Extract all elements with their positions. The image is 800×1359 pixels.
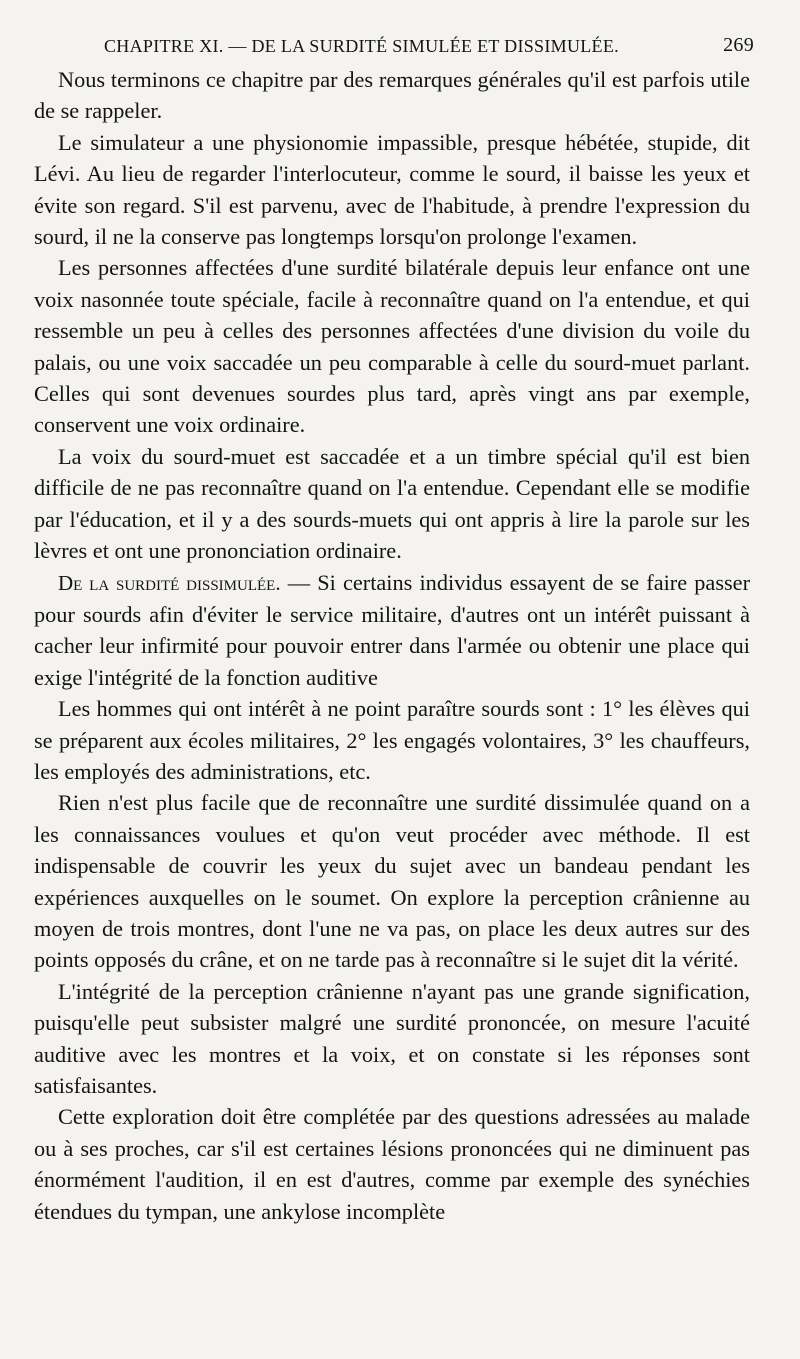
paragraph-acuity: L'intégrité de la perception crânienne n'ayant pas une grande signification, puisqu'elle peut subsister malgré une surdité prononcée, on mesure l'acuité auditive avec les montres et la voix, et on constate si les réponses sont satisfaisantes. <box>34 978 750 1098</box>
paragraph-intro: Nous terminons ce chapitre par des remarques générales qu'il est parfois utile de se rappeler. <box>34 67 750 124</box>
paragraph-voice: Les personnes affectées d'une surdité bilatérale depuis leur enfance ont une voix nasonnée toute spéciale, facile à reconnaître quand on l'a entendue, et qui ressemble un peu à celles des personnes affectées d'une division du voile du palais, ou une voix saccadée un peu comparable à celle du sourd-muet parlant. Celles qui sont devenues sourdes plus tard, après vingt ans par exemple, conservent une voix ordinaire. <box>34 255 750 438</box>
paragraph-method: Rien n'est plus facile que de reconnaître une surdité dissimulée quand on a les connaissances voulues et qu'on veut procéder avec méthode. Il est indispensable de couvrir les yeux du sujet avec un bandeau pendant les expériences auxquelles on le soumet. On explore la perception crânienne au moyen de trois montres, dont l'une ne va pas, on place les deux autres sur des points opposés du crâne, et on ne tarde pas à reconnaître si le sujet dit la vérité. <box>34 790 750 973</box>
section-text: — Si certains individus essayent de se faire passer pour sourds afin d'éviter le service militaire, d'autres ont un intérêt puissant à cacher leur infirmité pour pouvoir entrer dans l'armée ou obtenir une place qui exige l'intégrité de la fonction auditive <box>34 569 751 690</box>
running-title: CHAPITRE XI. — DE LA SURDITÉ SIMULÉE ET DISSIMULÉE. <box>104 36 619 56</box>
page-number: 269 <box>723 34 754 56</box>
paragraph-exploration: Cette exploration doit être complétée par des questions adressées au malade ou à ses proches, car s'il est certaines lésions prononcées qui ne diminuent pas énormément l'audition, il en est d'autres, comme par exemple des synéchies étendues du tympan, une ankylose incomplète <box>34 1104 750 1224</box>
paragraph-simulator: Le simulateur a une physionomie impassible, presque hébétée, stupide, dit Lévi. Au lieu de regarder l'interlocuteur, comme le sourd, il baisse les yeux et évite son regard. S'il est parvenu, avec de l'habitude, à prendre l'expression du sourd, il ne la conserve pas longtemps lorsqu'on prolonge l'examen. <box>34 129 750 250</box>
paragraph-deaf-mute: La voix du sourd-muet est saccadée et a un timbre spécial qu'il est bien difficile de ne pas reconnaître quand on l'a entendue. Cependant elle se modifie par l'éducation, et il y a des sourds-muets qui ont appris à lire la parole sur les lèvres et ont une prononciation ordinaire. <box>34 443 750 564</box>
running-header <box>100 28 760 58</box>
paragraph-interested-men: Les hommes qui ont intérêt à ne point paraître sourds sont : 1° les élèves qui se préparent aux écoles militaires, 2° les engagés volontaires, 3° les chauffeurs, les employés des administrations, etc. <box>34 696 750 784</box>
body-text <box>34 64 750 1227</box>
section-dissimulated <box>34 567 750 694</box>
section-heading: De la surdité dissimulée. <box>58 570 281 595</box>
